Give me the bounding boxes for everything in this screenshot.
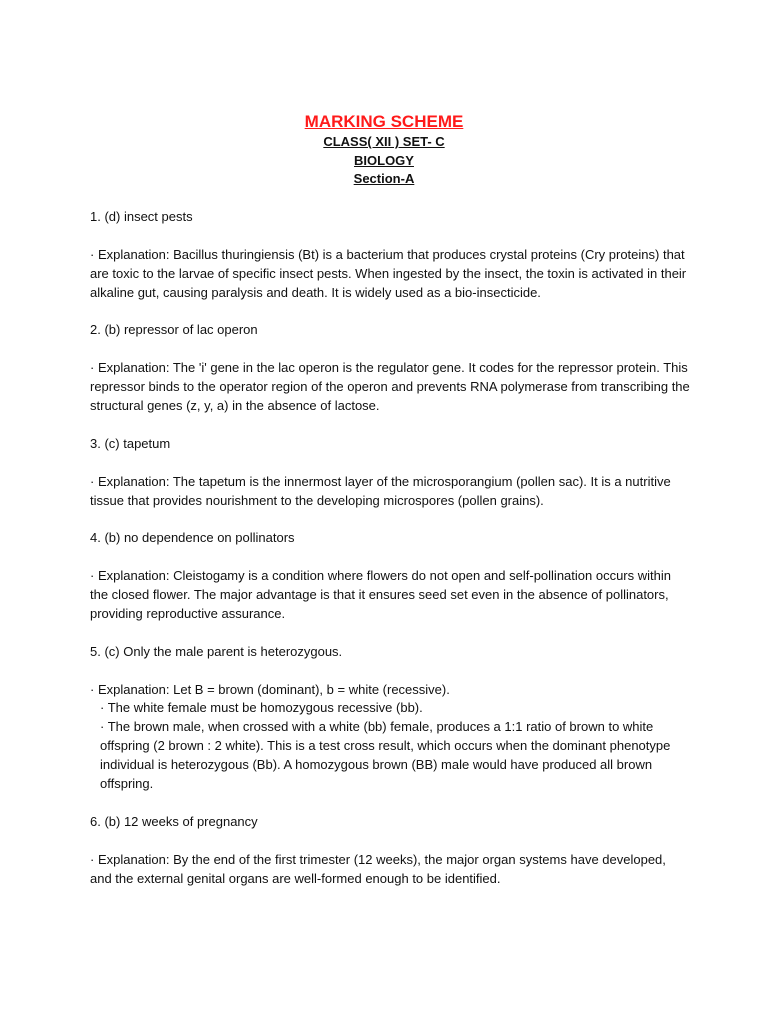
explanation-6: · Explanation: By the end of the first trimester (12 weeks), the major organ systems have developed, and the external genital organs are well-formed enough to be identified.	[90, 851, 666, 886]
explanation-3: · Explanation: The tapetum is the innermost layer of the microsporangium (pollen sac). It is a nutritive tissue that provides nourishment to the developing microspores (pollen grains).	[90, 473, 671, 508]
explanation-4: · Explanation: Cleistogamy is a condition where flowers do not open and self-pollination occurs within the closed flower. The major advantage is that it ensures seed set even in the absence of pollinators, providing reproductive assurance.	[90, 568, 671, 621]
class-set-heading: CLASS( XII ) SET- C	[323, 134, 445, 149]
answer-1: 1. (d) insect pests	[90, 209, 193, 224]
answer-4: 4. (b) no dependence on pollinators	[90, 530, 295, 546]
explanation-2: · Explanation: The 'i' gene in the lac operon is the regulator gene. It codes for the repressor protein. This repressor binds to the operator region of the operon and prevents RNA polymerase from transcribing the structural genes (z, y, a) in the absence of lactose.	[90, 360, 690, 414]
answer-list	[90, 208, 690, 888]
answer-2: 2. (b) repressor of lac operon	[90, 322, 258, 338]
answer-6: 6. (b) 12 weeks of pregnancy	[90, 813, 258, 829]
explanation-5-point-2: · The brown male, when crossed with a white (bb) female, produces a 1:1 ratio of brown to white offspring (2 brown : 2 white). This is a test cross result, which occurs when the dominant phenotype individual is heterozygous (Bb). A homozygous brown (BB) male would have produced all brown offspring.	[100, 719, 671, 792]
document-header	[0, 111, 768, 189]
explanation-1: · Explanation: Bacillus thuringiensis (Bt) is a bacterium that produces crystal proteins (Cry proteins) that are toxic to the larvae of specific insect pests. When ingested by the insect, the toxin is activated in their alkaline gut, causing paralysis and death. It is widely used as a bio-insecticide.	[90, 246, 687, 300]
explanation-5: · Explanation: Let B = brown (dominant), b = white (recessive).	[90, 681, 450, 697]
subject-heading: BIOLOGY	[354, 152, 414, 168]
explanation-5-point-1: · The white female must be homozygous recessive (bb).	[100, 700, 423, 716]
answer-3: 3. (c) tapetum	[90, 435, 171, 451]
answer-5: 5. (c) Only the male parent is heterozygous.	[90, 643, 343, 659]
section-heading: Section-A	[353, 171, 415, 186]
page-title: MARKING SCHEME	[304, 112, 464, 131]
